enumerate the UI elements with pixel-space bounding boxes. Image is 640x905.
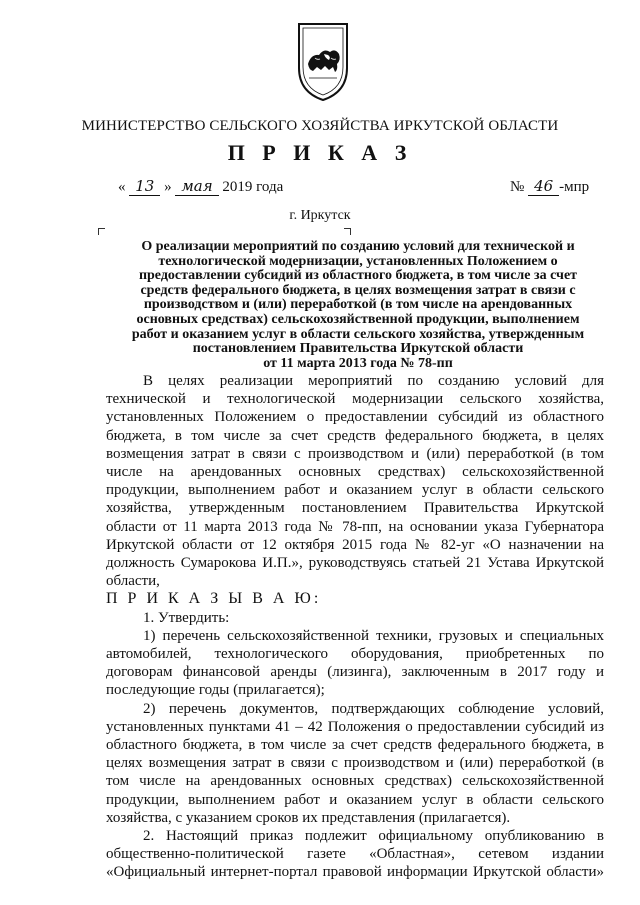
body-line: областного бюджета, в том числе за счет средств федерального бюджета, в (106, 737, 604, 754)
document-type-title: П Р И К А З (227, 140, 413, 165)
title-line: постановлением Правительства Иркутской области (192, 341, 524, 357)
item-1-heading: 1. Утвердить: (143, 609, 230, 626)
title-bracket-right (344, 228, 351, 235)
body-line: том числе на арендованных основных средствах) сельскохозяйственной (106, 773, 604, 790)
body-line: продукции, выполнением работ и оказанием услуг в области сельского (106, 482, 604, 499)
body-line: 2. Настоящий приказ подлежит официальному опубликованию в (143, 828, 604, 845)
title-line: средств федерального бюджета, в целях возмещения затрат в связи с (140, 282, 576, 298)
title-bracket-left (98, 228, 105, 235)
body-line: области от 11 марта 2013 года № 78-пп, на основании указа Губернатора (106, 518, 604, 535)
irkutsk-coat-of-arms-emblem (295, 20, 351, 104)
title-line: работ и оказанием услуг в области сельского хозяйства, утвержденным (131, 326, 585, 342)
body-line: должность Сумарокова И.П.», руководствуясь статьей 21 Устава Иркутской (106, 555, 604, 572)
body-line: числе на арендованных основных средствах) сельскохозяйственной (106, 464, 604, 481)
order-date (118, 177, 283, 196)
body-line: автомобилей, технологического оборудования, приобретенных по (106, 646, 604, 663)
body-line: целях возмещения затрат в связи с производством и (или) переработкой (в (106, 755, 604, 772)
body-line: 2) перечень документов, подтверждающих соблюдение условий, (143, 700, 604, 717)
date-close-quote: » (164, 179, 172, 195)
number-prefix: № (510, 179, 525, 195)
body-line: 1) перечень сельскохозяйственной техники, грузовых и специальных (143, 627, 604, 644)
prikazyvayu-heading: П Р И К А З Ы В А Ю: (106, 590, 322, 608)
body-line: технической и технологической модернизации сельского хозяйства, (106, 391, 604, 408)
date-open-quote: « (118, 179, 126, 195)
city-name: г. Иркутск (289, 208, 351, 223)
ministry-name: МИНИСТЕРСТВО СЕЛЬСКОГО ХОЗЯЙСТВА ИРКУТСКОЙ ОБЛАСТИ (81, 118, 559, 134)
body-line: установленных пунктами 41 – 42 Положения о предоставлении субсидий из (106, 718, 604, 735)
body-line: области, (106, 573, 160, 590)
body-line: последующие годы (прилагается); (106, 682, 325, 699)
order-body (106, 372, 604, 882)
body-line: установленных Положением о предоставлении субсидий из областного (106, 409, 604, 426)
body-line: продукции, выполнением работ и оказанием услуг в области сельского (106, 791, 604, 808)
body-line: Иркутской области от 12 октября 2015 года № 82-уг «О назначении на (106, 536, 604, 553)
title-line: предоставлении субсидий из областного бюджета, в том числе за счет (138, 268, 578, 284)
date-month: мая (175, 177, 218, 196)
body-line: бюджета, в том числе за счет средств федерального бюджета, в целях (106, 427, 604, 444)
body-line: В целях реализации мероприятий по созданию условий для (143, 373, 604, 389)
date-day: 13 (129, 177, 160, 196)
order-title (108, 240, 608, 371)
body-line: хозяйства, с указанием сроков их представления (прилагается). (106, 809, 511, 826)
body-line: хозяйства, утвержденным постановлением Правительства Иркутской (106, 500, 604, 517)
body-line: общественно-политической газете «Областная», сетевом издании (106, 846, 604, 863)
body-line: «Официальный интернет-портал правовой информации Иркутской области» (106, 864, 604, 881)
title-line: производством и (или) переработкой (в том числе на арендованных (143, 297, 573, 313)
order-number (510, 177, 589, 196)
number-suffix: -мпр (559, 179, 590, 195)
body-line: договорам финансовой аренды (лизинга), заключенным в 2017 году и (106, 664, 604, 681)
title-line: технологической модернизации, установленных Положением о (158, 253, 558, 269)
number-value: 46 (528, 177, 559, 196)
title-line: от 11 марта 2013 года № 78-пп (263, 355, 453, 371)
title-line: основных средствах) сельскохозяйственной продукции, выполнением (136, 311, 580, 327)
date-year: 2019 года (222, 179, 284, 195)
body-line: возмещения затрат в связи с производством и (или) переработкой (в том (106, 445, 604, 462)
title-line: О реализации мероприятий по созданию условий для технической и (141, 239, 575, 254)
